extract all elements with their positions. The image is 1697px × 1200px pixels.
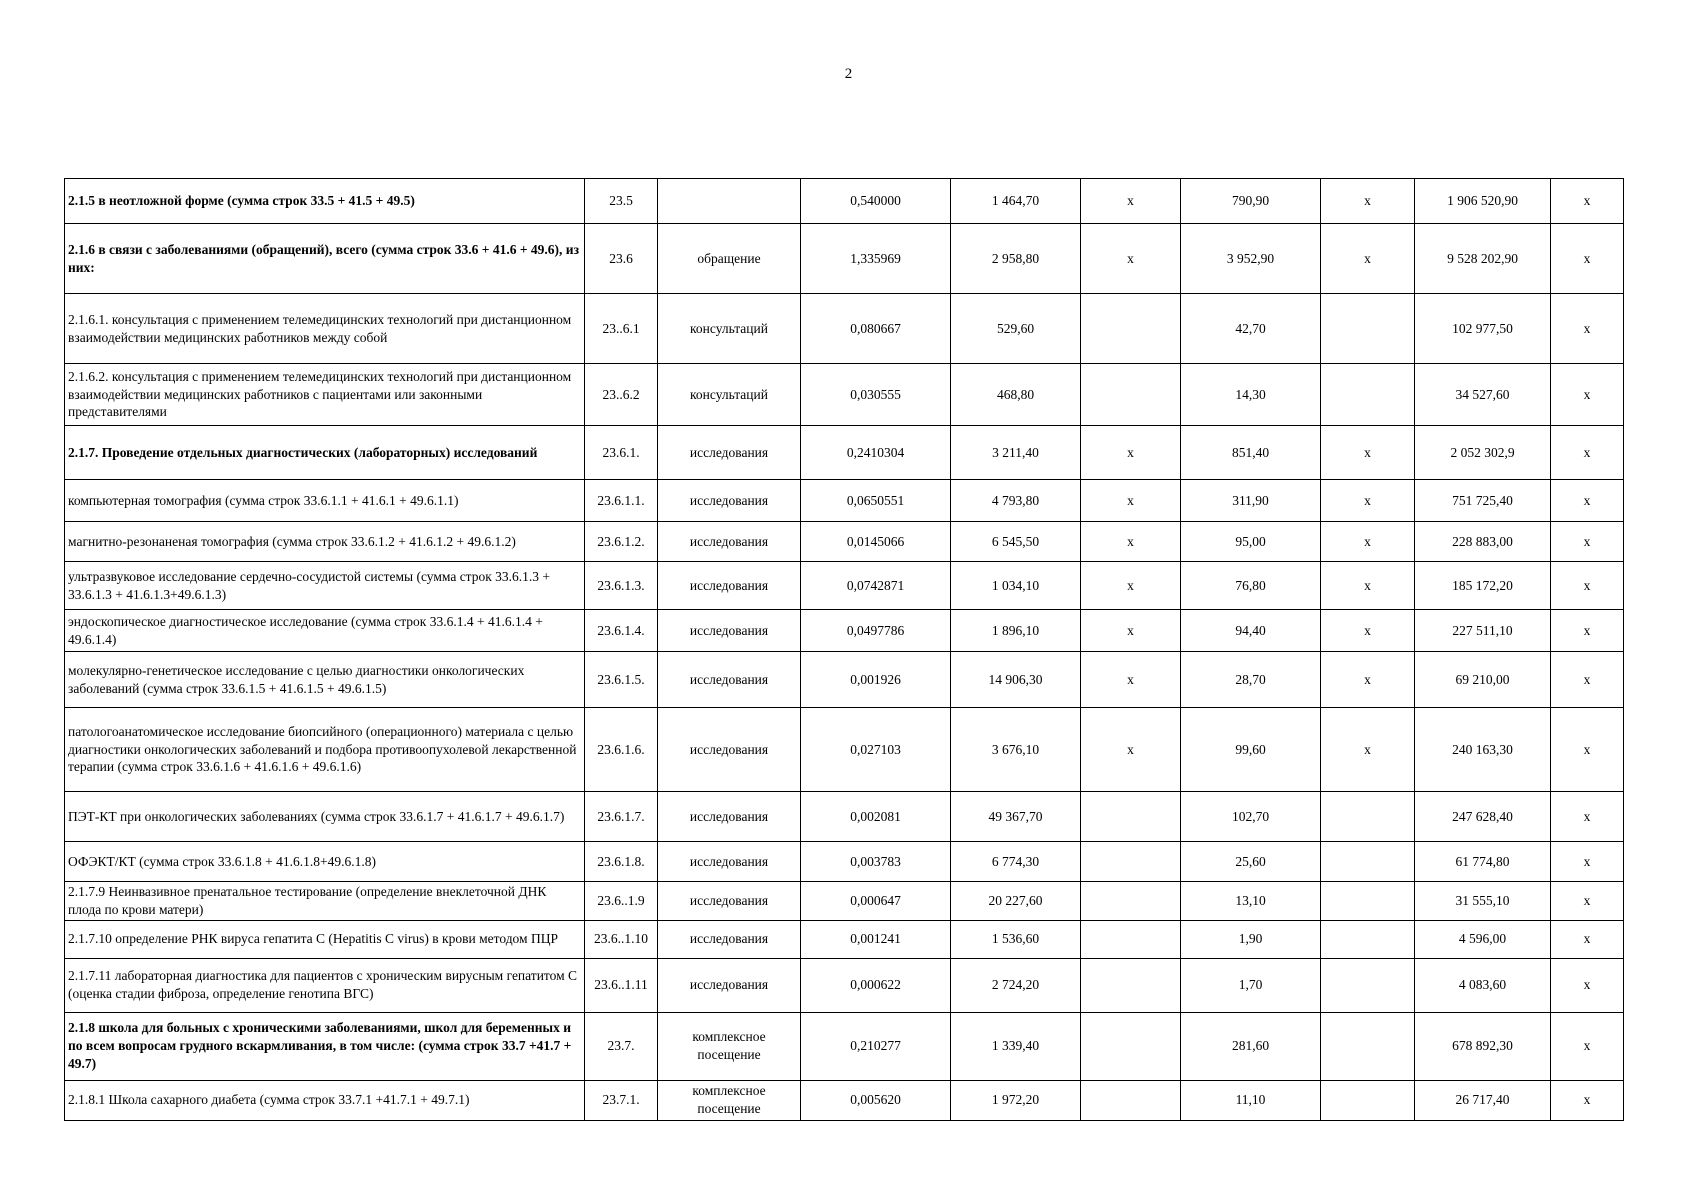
- row-code: 23.6.1.2.: [585, 522, 658, 562]
- row-total: 228 883,00: [1415, 522, 1551, 562]
- row-col10: х: [1551, 1012, 1624, 1080]
- row-norm-volume: 0,2410304: [801, 426, 951, 480]
- row-col6: [1081, 920, 1181, 958]
- row-col10: х: [1551, 882, 1624, 921]
- row-norm-cost: 6 774,30: [951, 842, 1081, 882]
- row-total: 61 774,80: [1415, 842, 1551, 882]
- row-norm-volume: 0,003783: [801, 842, 951, 882]
- row-code: 23.6.1.5.: [585, 652, 658, 708]
- row-norm-cost: 6 545,50: [951, 522, 1081, 562]
- row-col10: х: [1551, 522, 1624, 562]
- row-norm-volume: 0,080667: [801, 294, 951, 364]
- row-unit: исследования: [658, 958, 801, 1012]
- row-norm-volume: 0,002081: [801, 792, 951, 842]
- row-total: 2 052 302,9: [1415, 426, 1551, 480]
- table-row: [65, 426, 1624, 480]
- row-unit: комплексное посещение: [658, 1080, 801, 1120]
- table-row: [65, 882, 1624, 921]
- row-code: 23.5: [585, 179, 658, 224]
- row-col8: х: [1321, 522, 1415, 562]
- row-col6: [1081, 1080, 1181, 1120]
- row-norm-cost: 2 958,80: [951, 224, 1081, 294]
- row-norm-volume: 0,005620: [801, 1080, 951, 1120]
- row-name: 2.1.7. Проведение отдельных диагностических (лабораторных) исследований: [65, 426, 585, 480]
- row-name: патологоанатомическое исследование биопсийного (операционного) материала с целью диагностики онкологических заболеваний и подбора противоопухолевой лекарственной терапии (сумма строк 33.6.1.6 + 41.6.1.6 + 49.6.1.6): [65, 708, 585, 792]
- row-total: 102 977,50: [1415, 294, 1551, 364]
- row-col10: х: [1551, 920, 1624, 958]
- row-code: 23.6..1.10: [585, 920, 658, 958]
- row-name: ПЭТ-КТ при онкологических заболеваниях (сумма строк 33.6.1.7 + 41.6.1.7 + 49.6.1.7): [65, 792, 585, 842]
- row-col8: х: [1321, 708, 1415, 792]
- row-name: компьютерная томография (сумма строк 33.6.1.1 + 41.6.1 + 49.6.1.1): [65, 480, 585, 522]
- row-col8: [1321, 920, 1415, 958]
- table-row: [65, 224, 1624, 294]
- row-col6: х: [1081, 224, 1181, 294]
- row-per-capita: 95,00: [1181, 522, 1321, 562]
- row-code: 23.6.1.1.: [585, 480, 658, 522]
- row-col6: х: [1081, 426, 1181, 480]
- row-col6: х: [1081, 179, 1181, 224]
- row-col6: [1081, 958, 1181, 1012]
- row-col10: х: [1551, 224, 1624, 294]
- row-norm-volume: 0,210277: [801, 1012, 951, 1080]
- row-total: 4 596,00: [1415, 920, 1551, 958]
- row-norm-volume: 0,0742871: [801, 562, 951, 610]
- row-per-capita: 790,90: [1181, 179, 1321, 224]
- table-row: [65, 920, 1624, 958]
- row-name: 2.1.8 школа для больных с хроническими заболеваниями, школ для беременных и по всем вопросам грудного вскармливания, в том числе: (сумма строк 33.7 +41.7 + 49.7): [65, 1012, 585, 1080]
- row-name: эндоскопическое диагностическое исследование (сумма строк 33.6.1.4 + 41.6.1.4 + 49.6.1.4): [65, 610, 585, 652]
- row-norm-cost: 49 367,70: [951, 792, 1081, 842]
- table-row: [65, 610, 1624, 652]
- row-norm-volume: 0,0650551: [801, 480, 951, 522]
- table-body: [65, 179, 1624, 1121]
- row-col6: х: [1081, 562, 1181, 610]
- row-norm-cost: 529,60: [951, 294, 1081, 364]
- row-unit: исследования: [658, 920, 801, 958]
- row-unit: исследования: [658, 480, 801, 522]
- row-per-capita: 99,60: [1181, 708, 1321, 792]
- row-col6: [1081, 882, 1181, 921]
- row-name: 2.1.5 в неотложной форме (сумма строк 33.5 + 41.5 + 49.5): [65, 179, 585, 224]
- row-code: 23.6.1.4.: [585, 610, 658, 652]
- row-col10: х: [1551, 652, 1624, 708]
- row-norm-cost: 468,80: [951, 364, 1081, 426]
- row-col6: [1081, 1012, 1181, 1080]
- row-total: 1 906 520,90: [1415, 179, 1551, 224]
- table-row: [65, 842, 1624, 882]
- row-norm-cost: 20 227,60: [951, 882, 1081, 921]
- row-code: 23.6..1.9: [585, 882, 658, 921]
- row-col8: х: [1321, 562, 1415, 610]
- row-total: 227 511,10: [1415, 610, 1551, 652]
- row-norm-volume: 0,027103: [801, 708, 951, 792]
- row-name: 2.1.6.1. консультация с применением телемедицинских технологий при дистанционном взаимодействии медицинских работников между собой: [65, 294, 585, 364]
- row-code: 23..6.1: [585, 294, 658, 364]
- row-name: магнитно-резонаненая томография (сумма строк 33.6.1.2 + 41.6.1.2 + 49.6.1.2): [65, 522, 585, 562]
- row-total: 185 172,20: [1415, 562, 1551, 610]
- table-row: [65, 1080, 1624, 1120]
- data-table: [64, 178, 1624, 1121]
- row-norm-cost: 14 906,30: [951, 652, 1081, 708]
- row-unit: исследования: [658, 610, 801, 652]
- row-per-capita: 851,40: [1181, 426, 1321, 480]
- row-code: 23.6.1.3.: [585, 562, 658, 610]
- row-col6: х: [1081, 480, 1181, 522]
- row-unit: исследования: [658, 882, 801, 921]
- row-unit: консультаций: [658, 294, 801, 364]
- row-norm-volume: 0,001926: [801, 652, 951, 708]
- row-col8: х: [1321, 610, 1415, 652]
- row-code: 23.7.1.: [585, 1080, 658, 1120]
- row-col8: [1321, 792, 1415, 842]
- table-row: [65, 652, 1624, 708]
- row-per-capita: 311,90: [1181, 480, 1321, 522]
- page-number: 2: [844, 66, 853, 82]
- row-per-capita: 11,10: [1181, 1080, 1321, 1120]
- row-total: 26 717,40: [1415, 1080, 1551, 1120]
- row-per-capita: 281,60: [1181, 1012, 1321, 1080]
- row-col8: [1321, 958, 1415, 1012]
- row-col10: х: [1551, 610, 1624, 652]
- table-row: [65, 480, 1624, 522]
- row-norm-cost: 3 211,40: [951, 426, 1081, 480]
- row-unit: исследования: [658, 426, 801, 480]
- row-unit: исследования: [658, 652, 801, 708]
- row-code: 23.6: [585, 224, 658, 294]
- row-col10: х: [1551, 842, 1624, 882]
- row-total: 9 528 202,90: [1415, 224, 1551, 294]
- row-per-capita: 102,70: [1181, 792, 1321, 842]
- row-norm-cost: 1 896,10: [951, 610, 1081, 652]
- row-col8: [1321, 364, 1415, 426]
- row-norm-volume: 0,001241: [801, 920, 951, 958]
- row-norm-volume: 0,0145066: [801, 522, 951, 562]
- row-norm-volume: 0,540000: [801, 179, 951, 224]
- row-per-capita: 1,90: [1181, 920, 1321, 958]
- row-unit: консультаций: [658, 364, 801, 426]
- row-code: 23.6.1.8.: [585, 842, 658, 882]
- table-row: [65, 708, 1624, 792]
- row-norm-cost: 2 724,20: [951, 958, 1081, 1012]
- row-col6: х: [1081, 522, 1181, 562]
- row-total: 247 628,40: [1415, 792, 1551, 842]
- row-col8: [1321, 842, 1415, 882]
- row-total: 751 725,40: [1415, 480, 1551, 522]
- row-col6: х: [1081, 610, 1181, 652]
- row-name: 2.1.7.11 лабораторная диагностика для пациентов с хроническим вирусным гепатитом С (оценка стадии фиброза, определение генотипа ВГС): [65, 958, 585, 1012]
- row-unit: исследования: [658, 792, 801, 842]
- row-unit: комплексное посещение: [658, 1012, 801, 1080]
- table-row: [65, 294, 1624, 364]
- row-col10: х: [1551, 480, 1624, 522]
- row-norm-volume: 0,0497786: [801, 610, 951, 652]
- table-row: [65, 1012, 1624, 1080]
- row-per-capita: 94,40: [1181, 610, 1321, 652]
- row-norm-cost: 3 676,10: [951, 708, 1081, 792]
- row-name: 2.1.6.2. консультация с применением телемедицинских технологий при дистанционном взаимодействии медицинских работников с пациентами или законными представителями: [65, 364, 585, 426]
- row-name: 2.1.6 в связи с заболеваниями (обращений), всего (сумма строк 33.6 + 41.6 + 49.6), из них:: [65, 224, 585, 294]
- row-col10: х: [1551, 958, 1624, 1012]
- row-col8: х: [1321, 426, 1415, 480]
- row-col6: [1081, 842, 1181, 882]
- row-unit: исследования: [658, 708, 801, 792]
- row-col8: [1321, 294, 1415, 364]
- row-norm-volume: 0,000647: [801, 882, 951, 921]
- row-per-capita: 13,10: [1181, 882, 1321, 921]
- row-col10: х: [1551, 179, 1624, 224]
- row-name: 2.1.8.1 Школа сахарного диабета (сумма строк 33.7.1 +41.7.1 + 49.7.1): [65, 1080, 585, 1120]
- row-name: 2.1.7.9 Неинвазивное пренатальное тестирование (определение внеклеточной ДНК плода по крови матери): [65, 882, 585, 921]
- row-col6: х: [1081, 652, 1181, 708]
- row-total: 4 083,60: [1415, 958, 1551, 1012]
- row-total: 34 527,60: [1415, 364, 1551, 426]
- row-code: 23..6.2: [585, 364, 658, 426]
- table-row: [65, 562, 1624, 610]
- row-col10: х: [1551, 792, 1624, 842]
- row-code: 23.6.1.7.: [585, 792, 658, 842]
- row-unit: исследования: [658, 522, 801, 562]
- row-col8: х: [1321, 224, 1415, 294]
- row-name: ОФЭКТ/КТ (сумма строк 33.6.1.8 + 41.6.1.8+49.6.1.8): [65, 842, 585, 882]
- row-per-capita: 76,80: [1181, 562, 1321, 610]
- row-col10: х: [1551, 562, 1624, 610]
- row-code: 23.7.: [585, 1012, 658, 1080]
- table-row: [65, 364, 1624, 426]
- row-col8: х: [1321, 179, 1415, 224]
- row-code: 23.6.1.6.: [585, 708, 658, 792]
- row-norm-cost: 1 034,10: [951, 562, 1081, 610]
- row-norm-volume: 0,000622: [801, 958, 951, 1012]
- row-norm-cost: 1 464,70: [951, 179, 1081, 224]
- row-unit: исследования: [658, 842, 801, 882]
- row-unit: исследования: [658, 562, 801, 610]
- row-col8: [1321, 1012, 1415, 1080]
- row-norm-cost: 1 536,60: [951, 920, 1081, 958]
- row-col8: х: [1321, 652, 1415, 708]
- row-per-capita: 28,70: [1181, 652, 1321, 708]
- row-total: 31 555,10: [1415, 882, 1551, 921]
- row-name: молекулярно-генетическое исследование с целью диагностики онкологических заболеваний (сумма строк 33.6.1.5 + 41.6.1.5 + 49.6.1.5): [65, 652, 585, 708]
- row-col10: х: [1551, 1080, 1624, 1120]
- row-per-capita: 25,60: [1181, 842, 1321, 882]
- table-row: [65, 792, 1624, 842]
- table-row: [65, 179, 1624, 224]
- table-row: [65, 958, 1624, 1012]
- row-col10: х: [1551, 708, 1624, 792]
- row-norm-cost: 1 972,20: [951, 1080, 1081, 1120]
- row-col10: х: [1551, 426, 1624, 480]
- row-norm-cost: 1 339,40: [951, 1012, 1081, 1080]
- row-norm-cost: 4 793,80: [951, 480, 1081, 522]
- row-per-capita: 14,30: [1181, 364, 1321, 426]
- row-col10: х: [1551, 364, 1624, 426]
- row-name: 2.1.7.10 определение РНК вируса гепатита С (Hepatitis C virus) в крови методом ПЦР: [65, 920, 585, 958]
- row-per-capita: 3 952,90: [1181, 224, 1321, 294]
- row-per-capita: 42,70: [1181, 294, 1321, 364]
- row-norm-volume: 1,335969: [801, 224, 951, 294]
- row-col8: [1321, 882, 1415, 921]
- row-col8: [1321, 1080, 1415, 1120]
- row-per-capita: 1,70: [1181, 958, 1321, 1012]
- row-code: 23.6.1.: [585, 426, 658, 480]
- row-col8: х: [1321, 480, 1415, 522]
- row-total: 69 210,00: [1415, 652, 1551, 708]
- row-code: 23.6..1.11: [585, 958, 658, 1012]
- row-name: ультразвуковое исследование сердечно-сосудистой системы (сумма строк 33.6.1.3 + 33.6.1.3 + 41.6.1.3+49.6.1.3): [65, 562, 585, 610]
- row-total: 240 163,30: [1415, 708, 1551, 792]
- table-row: [65, 522, 1624, 562]
- row-unit: [658, 179, 801, 224]
- row-col10: х: [1551, 294, 1624, 364]
- row-col6: [1081, 364, 1181, 426]
- row-unit: обращение: [658, 224, 801, 294]
- row-col6: [1081, 792, 1181, 842]
- row-norm-volume: 0,030555: [801, 364, 951, 426]
- row-total: 678 892,30: [1415, 1012, 1551, 1080]
- row-col6: х: [1081, 708, 1181, 792]
- row-col6: [1081, 294, 1181, 364]
